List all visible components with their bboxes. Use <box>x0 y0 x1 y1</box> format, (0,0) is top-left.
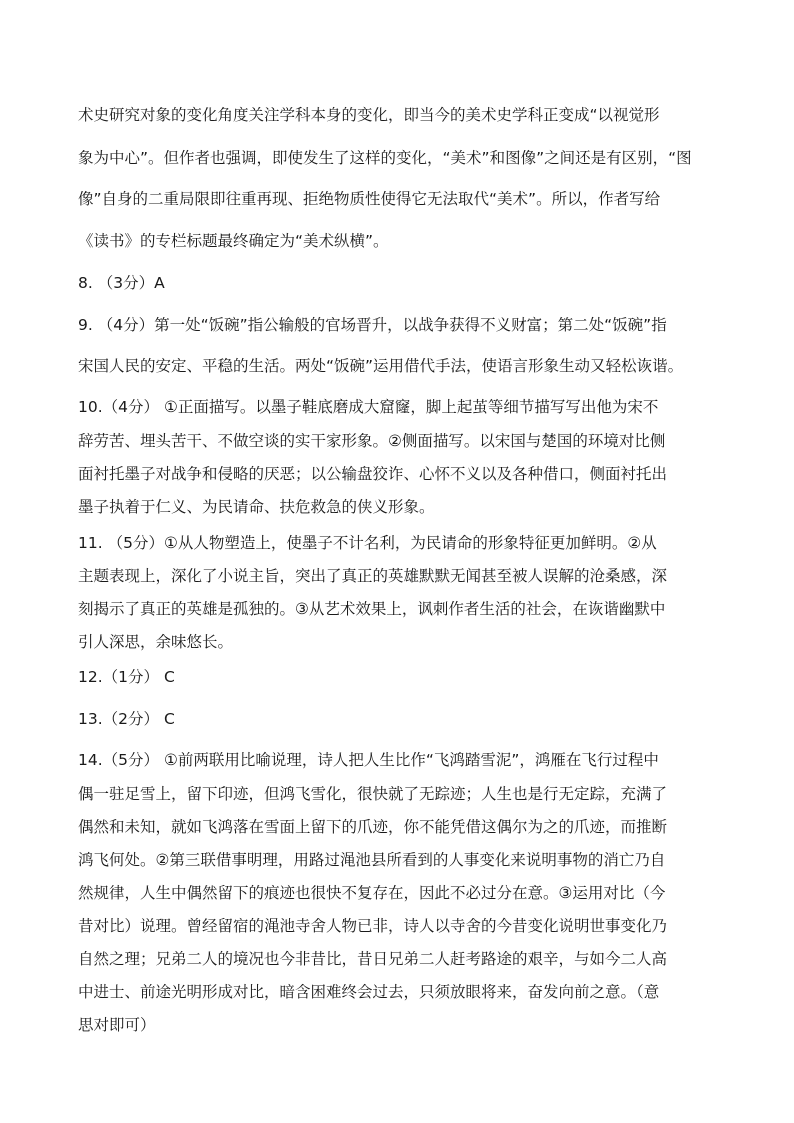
answer-14-line-7: 自然之理；兄弟二人的境况也今非昔比，昔日兄弟二人赶考路途的艰辛，与如今二人高 <box>78 950 668 968</box>
answer-10-line-2: 辞劳苦、埋头苦干、不做空谈的实干家形象。②侧面描写。以宋国与楚国的环境对比侧 <box>78 432 666 450</box>
answer-10-line-4: 墨子执着于仁义、为民请命、扶危救急的侠义形象。 <box>78 498 435 516</box>
answer-10-line-1: 10.（4分） ①正面描写。以墨子鞋底磨成大窟窿，脚上起茧等细节描写写出他为宋不 <box>78 398 659 416</box>
answer-11-line-1: 11. （5分）①从人物塑造上，使墨子不计名利，为民请命的形象特征更加鲜明。②从 <box>78 534 657 552</box>
intro-line-3: 像”自身的二重局限即往重再现、拒绝物质性使得它无法取代“美术”。所以，作者写给 <box>78 190 661 208</box>
answer-14-line-6: 昔对比）说理。曾经留宿的渑池寺舍人物已非，诗人以寺舍的今昔变化说明世事变化乃 <box>78 917 668 935</box>
answer-9-line-1: 9. （4分）第一处“饭碗”指公输般的官场晋升，以战争获得不义财富；第二处“饭碗”指 <box>78 316 667 334</box>
answer-14-line-2: 偶一驻足雪上，留下印迹，但鸿飞雪化，很快就了无踪迹；人生也是行无定踪，充满了 <box>78 785 668 803</box>
intro-line-4: 《读书》的专栏标题最终确定为“美术纵横”。 <box>78 232 389 250</box>
answer-12: 12.（1分） C <box>78 668 175 686</box>
answer-14-line-8: 中进士、前途光明形成对比，暗含困难终会过去，只须放眼将来，奋发向前之意。（意 <box>78 983 660 1001</box>
answer-11-line-4: 引人深思，余味悠长。 <box>78 633 234 651</box>
answer-10-line-3: 面衬托墨子对战争和侵略的厌恶；以公输盘狡诈、心怀不义以及各种借口，侧面衬托出 <box>78 465 668 483</box>
intro-line-2: 象为中心”。但作者也强调，即使发生了这样的变化，“美术”和图像”之间还是有区别，“图 <box>78 149 692 167</box>
answer-14-line-5: 然规律，人生中偶然留下的痕迹也很快不复存在，因此不必过分在意。③运用对比（今 <box>78 884 666 902</box>
answer-14-line-4: 鸿飞何处。②第三联借事明理，用路过渑池县所看到的人事变化来说明事物的消亡乃自 <box>78 851 666 869</box>
answer-14-line-3: 偶然和未知，就如飞鸿落在雪面上留下的爪迹，你不能凭借这偶尔为之的爪迹，而推断 <box>78 818 668 836</box>
intro-line-1: 术史研究对象的变化角度关注学科本身的变化，即当今的美术史学科正变成“以视觉形 <box>78 106 660 124</box>
answer-11-line-3: 刻揭示了真正的英雄是孤独的。③从艺术效果上，讽刺作者生活的社会，在诙谐幽默中 <box>78 600 666 618</box>
answer-9-line-2: 宋国人民的安定、平稳的生活。两处“饭碗”运用借代手法，使语言形象生动又轻松诙谐。 <box>78 357 684 375</box>
answer-8: 8. （3分）A <box>78 274 165 292</box>
answer-11-line-2: 主题表现上，深化了小说主旨，突出了真正的英雄默默无闻甚至被人误解的沧桑感，深 <box>78 567 668 585</box>
answer-13: 13.（2分） C <box>78 710 175 728</box>
answer-14-line-9: 思对即可） <box>78 1016 156 1034</box>
answer-14-line-1: 14.（5分） ①前两联用比喻说理，诗人把人生比作“飞鸿踏雪泥”，鸿雁在飞行过程中 <box>78 751 659 769</box>
